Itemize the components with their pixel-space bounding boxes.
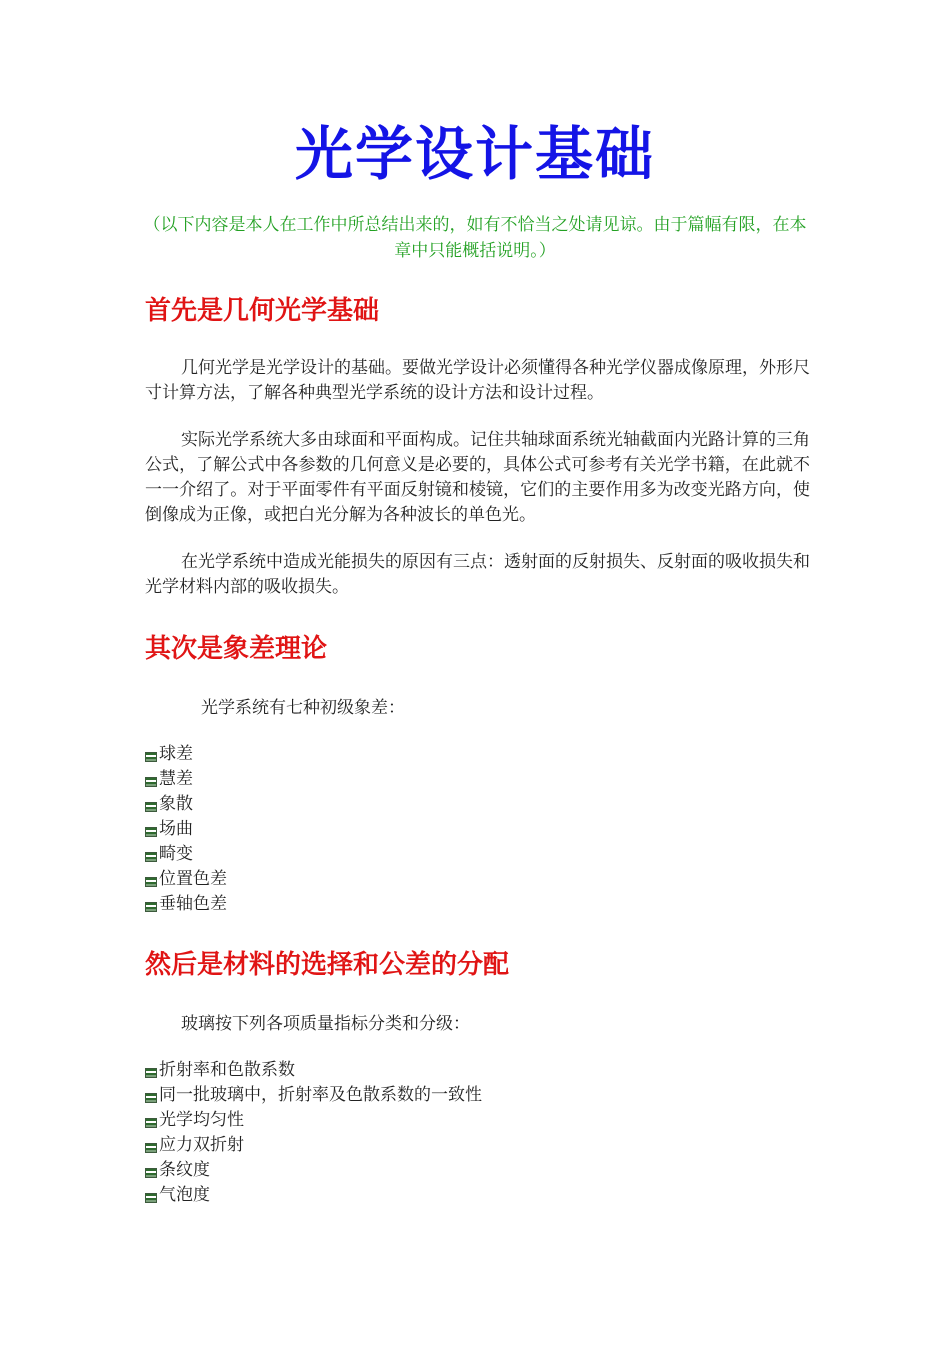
- list-item-label: 球差: [159, 744, 193, 764]
- list-item: [145, 867, 227, 892]
- section-heading-geometric-optics: 首先是几何光学基础: [145, 296, 380, 326]
- list-item: [145, 792, 227, 817]
- list-item: [145, 892, 227, 917]
- list-item: [145, 842, 227, 867]
- list-item-label: 场曲: [159, 819, 193, 839]
- glass-quality-list: [145, 1058, 482, 1208]
- paragraph-geometric-optics-2: 实际光学系统大多由球面和平面构成。记住共轴球面系统光轴截面内光路计算的三角公式，了解公式中各参数的几何意义是必要的，具体公式可参考有关光学书籍，在此就不一一介绍了。对于平面零件有平面反射镜和棱镜，它们的主要作用多为改变光路方向，使倒像成为正像，或把白光分解为各种波长的单色光。: [145, 430, 810, 525]
- paragraph-materials-intro: 玻璃按下列各项质量指标分类和分级：: [181, 1014, 470, 1034]
- list-item: [145, 1133, 482, 1158]
- list-item-label: 象散: [159, 794, 193, 814]
- list-item-label: 位置色差: [159, 869, 227, 889]
- paragraph-geometric-optics-3: 在光学系统中造成光能损失的原因有三点：透射面的反射损失、反射面的吸收损失和光学材料内部的吸收损失。: [145, 552, 810, 597]
- list-item-label: 应力双折射: [159, 1135, 244, 1155]
- list-bullet-icon: [145, 802, 157, 812]
- list-item-label: 折射率和色散系数: [159, 1060, 295, 1080]
- list-item-label: 同一批玻璃中，折射率及色散系数的一致性: [159, 1085, 482, 1105]
- list-item-label: 垂轴色差: [159, 894, 227, 914]
- list-bullet-icon: [145, 827, 157, 837]
- list-bullet-icon: [145, 1168, 157, 1178]
- list-bullet-icon: [145, 877, 157, 887]
- document-subtitle: （以下内容是本人在工作中所总结出来的，如有不恰当之处请见谅。由于篇幅有限，在本章中只能概括说明。）: [143, 215, 807, 261]
- list-bullet-icon: [145, 777, 157, 787]
- list-item-label: 条纹度: [159, 1160, 210, 1180]
- paragraph-geometric-optics-1: 几何光学是光学设计的基础。要做光学设计必须懂得各种光学仪器成像原理，外形尺寸计算方法，了解各种典型光学系统的设计方法和设计过程。: [145, 358, 810, 403]
- list-item: [145, 742, 227, 767]
- list-bullet-icon: [145, 1193, 157, 1203]
- list-item-label: 畸变: [159, 844, 193, 864]
- list-bullet-icon: [145, 852, 157, 862]
- paragraph-aberration-intro: 光学系统有七种初级象差：: [201, 698, 405, 718]
- section-heading-materials-tolerances: 然后是材料的选择和公差的分配: [145, 950, 510, 980]
- list-item: [145, 817, 227, 842]
- list-item: [145, 1058, 482, 1083]
- list-item: [145, 1108, 482, 1133]
- list-bullet-icon: [145, 1068, 157, 1078]
- list-item-label: 光学均匀性: [159, 1110, 244, 1130]
- list-item-label: 气泡度: [159, 1185, 210, 1205]
- aberration-list: [145, 742, 227, 917]
- list-item: [145, 1158, 482, 1183]
- section-heading-aberration-theory: 其次是象差理论: [145, 634, 328, 664]
- list-bullet-icon: [145, 1093, 157, 1103]
- list-item: [145, 1083, 482, 1108]
- list-item-label: 慧差: [159, 769, 193, 789]
- list-item: [145, 767, 227, 792]
- document-title: 光学设计基础: [294, 120, 655, 188]
- list-bullet-icon: [145, 1118, 157, 1128]
- list-bullet-icon: [145, 902, 157, 912]
- list-item: [145, 1183, 482, 1208]
- list-bullet-icon: [145, 1143, 157, 1153]
- list-bullet-icon: [145, 752, 157, 762]
